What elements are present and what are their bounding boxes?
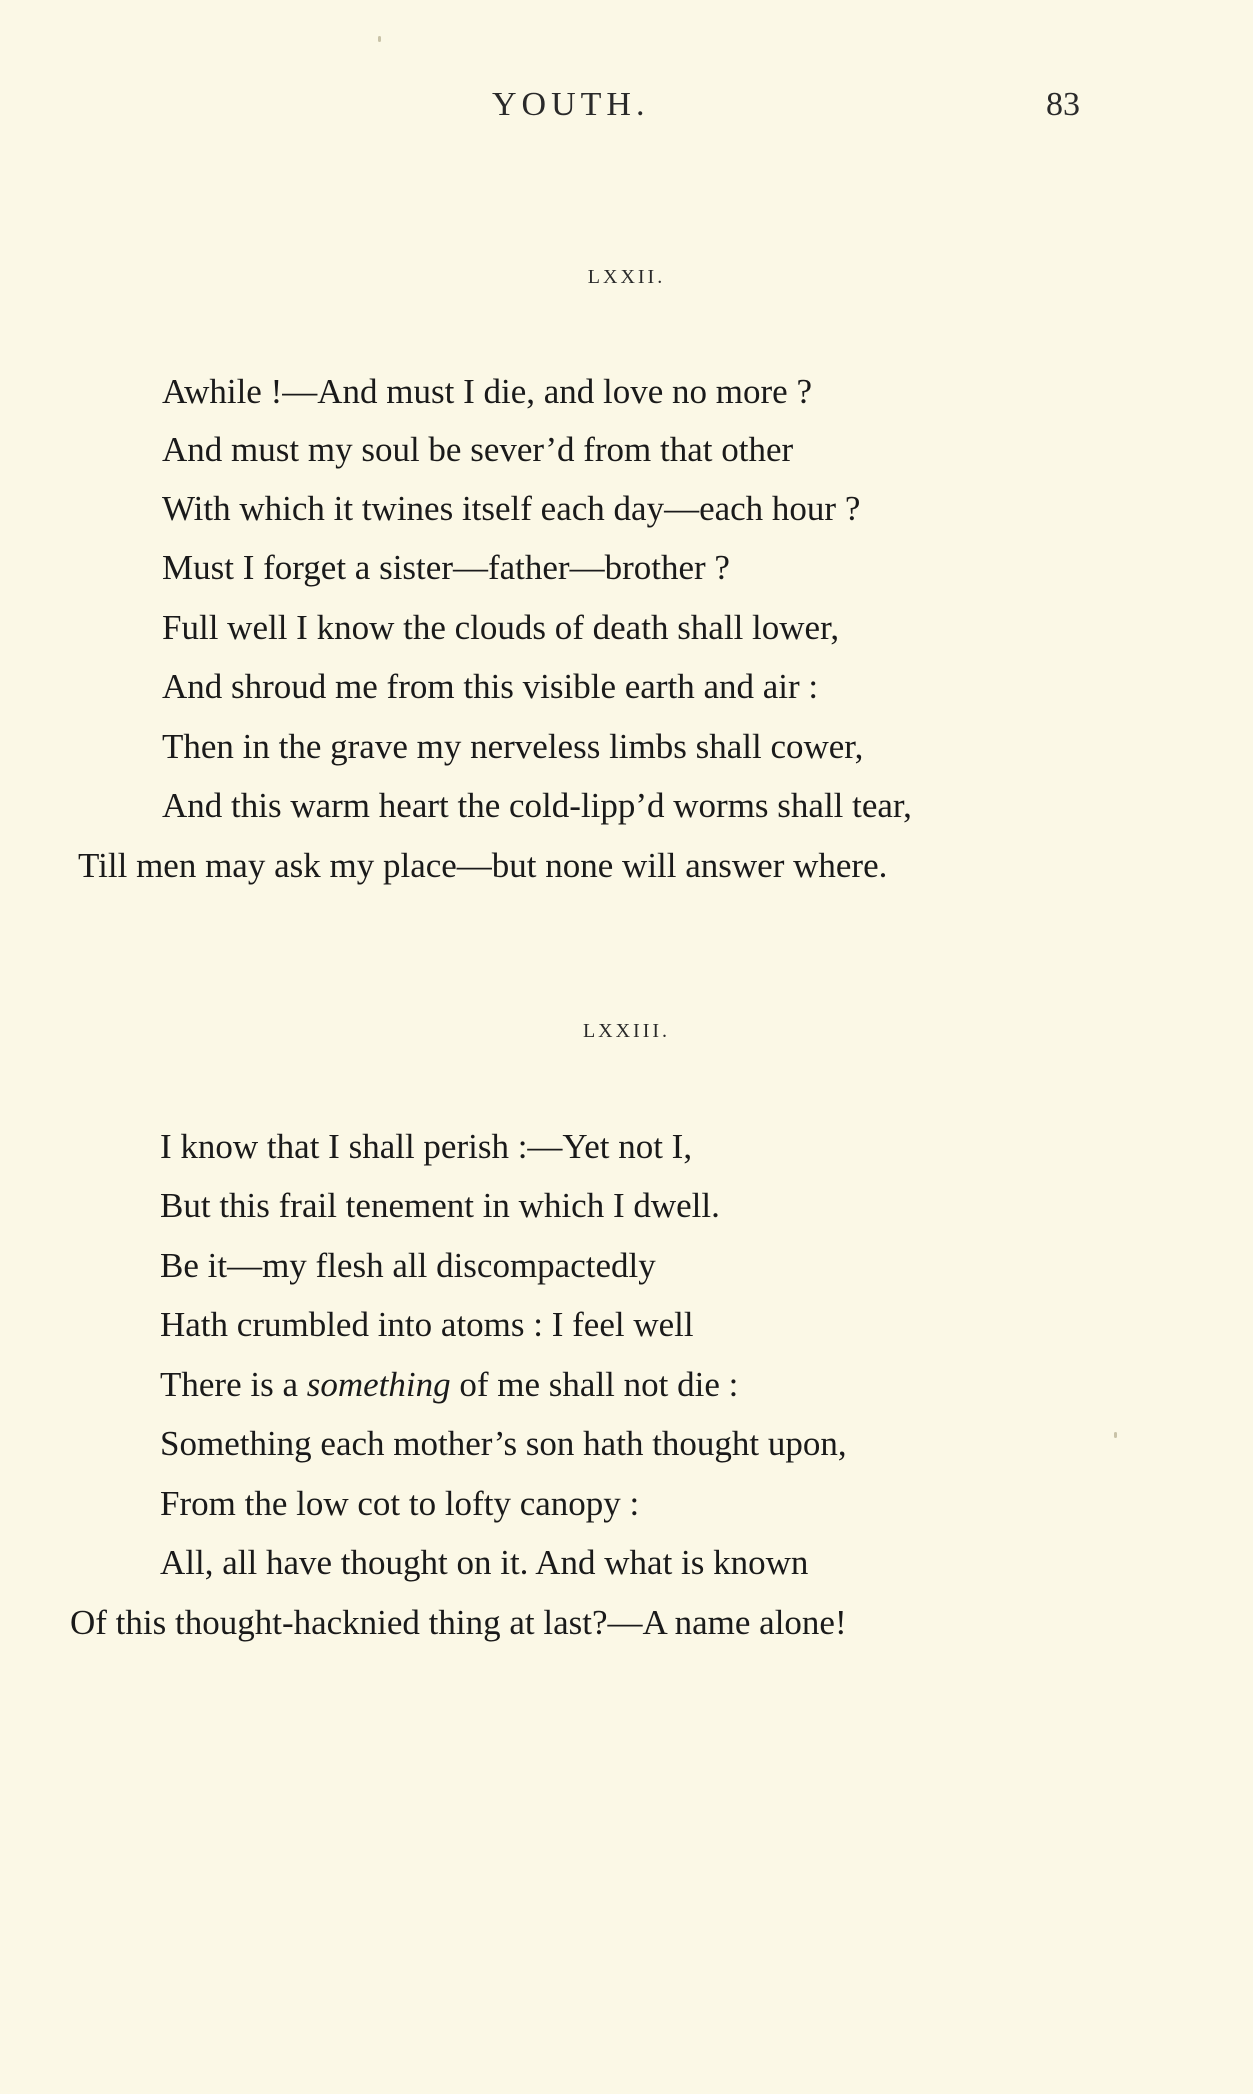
poem-line: Awhile !—And must I die, and love no more ?: [162, 372, 812, 411]
poem-line: But this frail tenement in which I dwell.: [160, 1186, 720, 1225]
poem-line: And this warm heart the cold-lipp’d worms shall tear,: [162, 786, 912, 825]
poem-line: From the low cot to lofty canopy :: [160, 1484, 640, 1523]
paper-speck: [378, 36, 381, 42]
italic-word: something: [306, 1365, 451, 1404]
poem-line: And must my soul be sever’d from that other: [162, 430, 794, 469]
line-text: of me shall not die :: [450, 1365, 739, 1404]
poem-line: With which it twines itself each day—each hour ?: [162, 489, 861, 528]
poem-line: Be it—my flesh all discompactedly: [160, 1246, 656, 1285]
poem-line: Must I forget a sister—father—brother ?: [162, 548, 730, 587]
stanza-heading: LXXIII.: [582, 1020, 671, 1042]
poem-line: Till men may ask my place—but none will answer where.: [78, 846, 888, 885]
paper-speck: [1114, 1432, 1117, 1438]
running-head: [0, 86, 1253, 126]
poem-line: And shroud me from this visible earth and air :: [162, 667, 819, 706]
stanza-heading: LXXII.: [587, 266, 666, 288]
page-number: 83: [1046, 86, 1080, 123]
poem-line: All, all have thought on it. And what is known: [160, 1543, 809, 1582]
poem-line: Hath crumbled into atoms : I feel well: [160, 1305, 694, 1344]
poem-line: Full well I know the clouds of death shall lower,: [162, 608, 840, 647]
poem-line-with-italic: [160, 1365, 738, 1405]
poem-line: I know that I shall perish :—Yet not I,: [160, 1127, 693, 1166]
running-title: YOUTH.: [492, 86, 650, 123]
poem-line: Of this thought-hacknied thing at last?—A name alone!: [70, 1603, 847, 1642]
poem-line: Then in the grave my nerveless limbs shall cower,: [162, 727, 864, 766]
poem-line: Something each mother’s son hath thought upon,: [160, 1424, 847, 1463]
line-text: There is a: [160, 1365, 307, 1404]
